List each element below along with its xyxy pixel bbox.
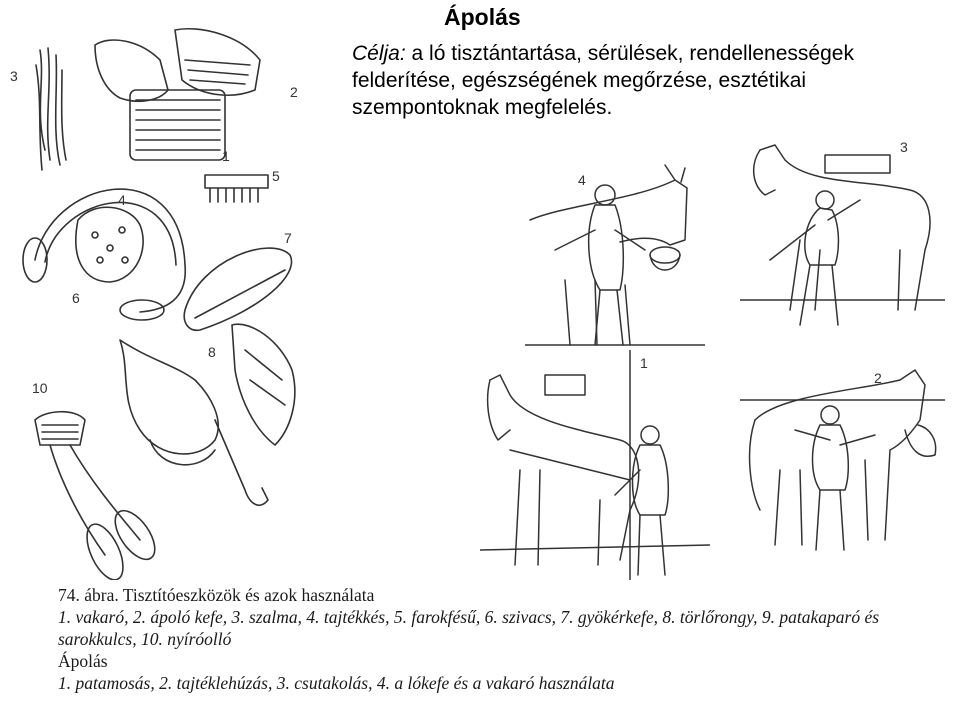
tool-number: 3: [10, 68, 18, 84]
figure-title: [58, 584, 948, 606]
tool-number: 1: [222, 148, 230, 164]
tool-number: 7: [284, 230, 292, 246]
tool-number: 4: [118, 192, 126, 208]
scene-number: 3: [900, 139, 908, 155]
figure-number: 74. ábra.: [58, 585, 119, 605]
intro-text: a ló tisztántartása, sérülések, rendellenességek felderítése, egészségének megőrzése, esztétikai szempontoknak megfelelés.: [352, 42, 854, 119]
tools-illustration: [0, 20, 320, 580]
scene-rubbing-illustration: [740, 140, 945, 340]
steps-list: 1. patamosás, 2. tajtéklehúzás, 3. csutakolás, 4. a lókefe és a vakaró használata: [58, 673, 615, 693]
slide-title: Ápolás: [444, 4, 521, 30]
tools-list: 1. vakaró, 2. ápoló kefe, 3. szalma, 4. tajtékkés, 5. farokfésű, 6. szivacs, 7. gyökérkefe, 8. törlőrongy, 9. patakaparó és sarokkulcs, 10. nyíróolló: [58, 607, 880, 649]
scene-brushing-illustration: [525, 160, 705, 350]
tool-number: 8: [208, 344, 216, 360]
scene-number: 1: [640, 355, 648, 371]
slide-intro: [352, 40, 952, 121]
intro-label: Célja:: [352, 42, 406, 65]
tool-number: 2: [290, 84, 298, 100]
scene-hoof-washing-illustration: [480, 350, 710, 580]
scene-number: 2: [874, 370, 882, 386]
scene-number: 4: [578, 172, 586, 188]
figure-caption: [58, 584, 948, 694]
figure-title-text: Tisztítóeszközök és azok használata: [118, 585, 375, 605]
section-title: Ápolás: [58, 651, 108, 671]
scene-sweat-scraping-illustration: [740, 360, 945, 560]
tool-number: 6: [72, 290, 80, 306]
tool-number: 10: [32, 380, 48, 396]
tool-number: 5: [272, 168, 280, 184]
